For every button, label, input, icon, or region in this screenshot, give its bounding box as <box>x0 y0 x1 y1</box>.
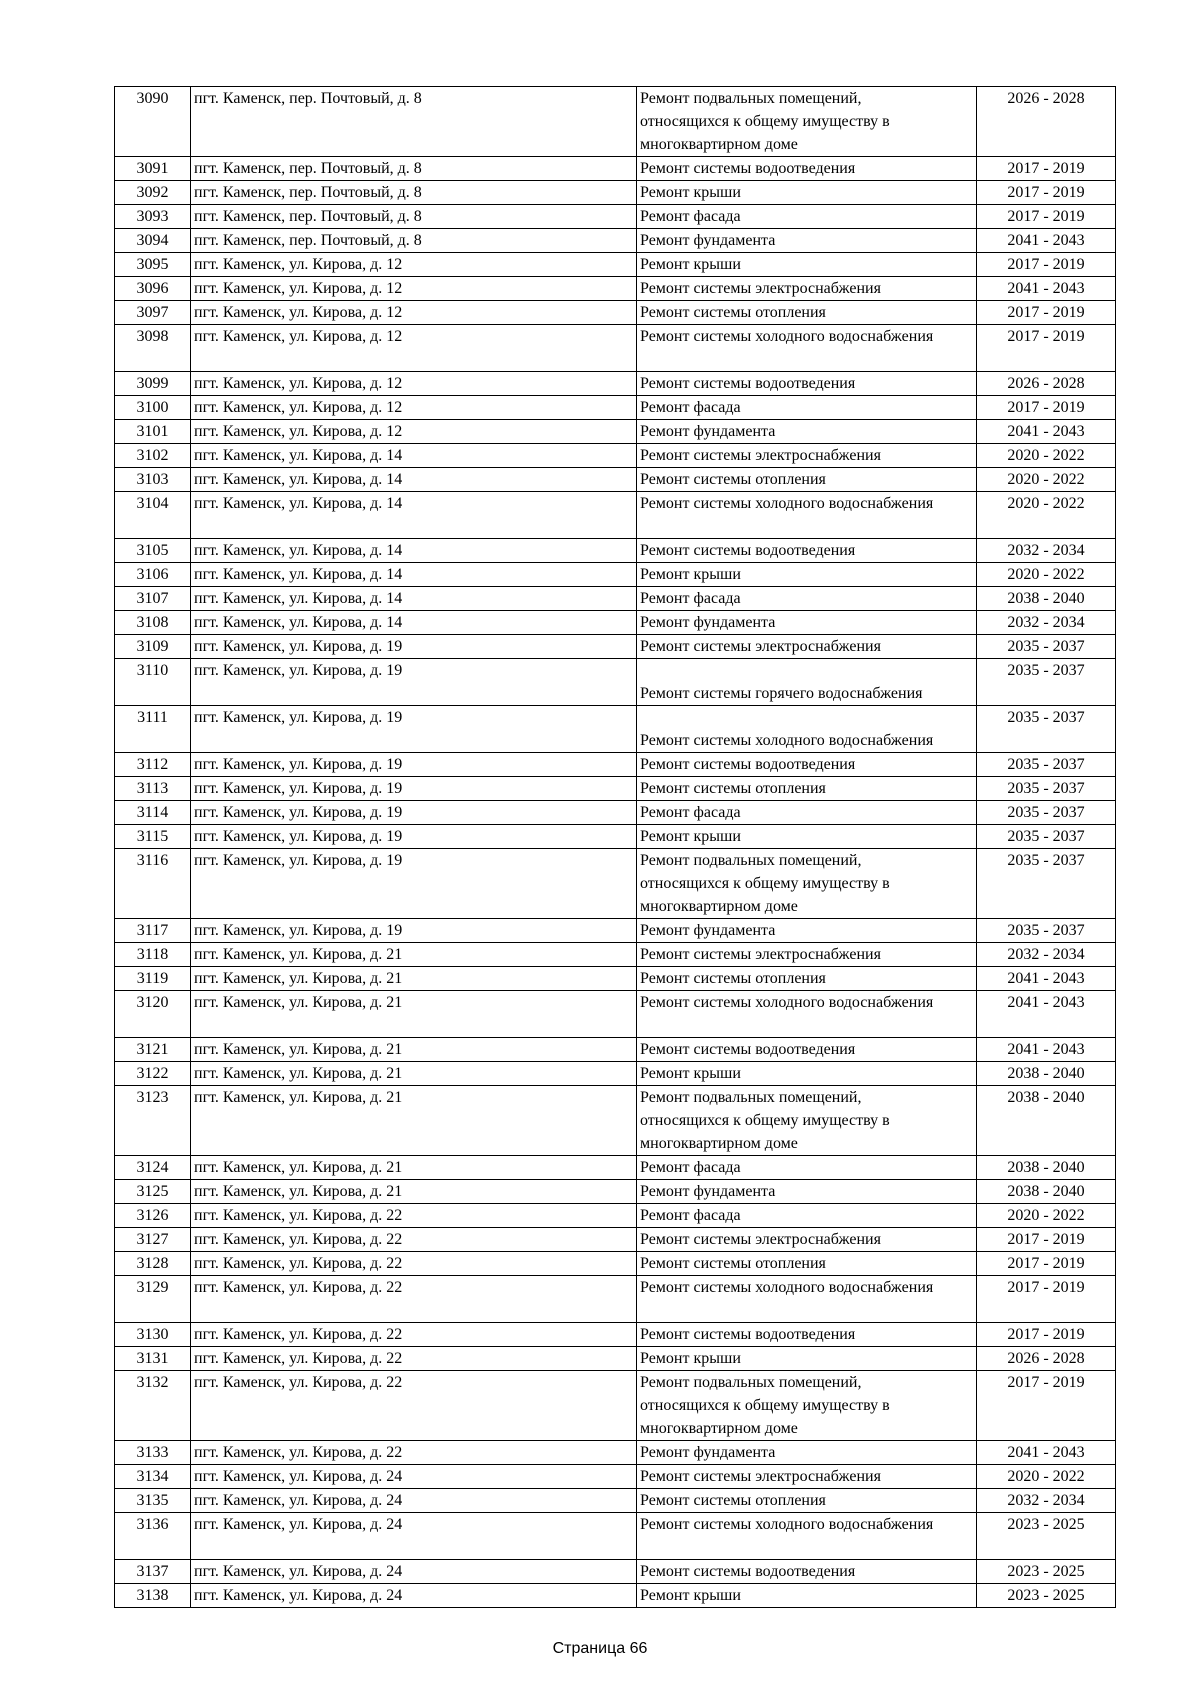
row-number-cell: 3120 <box>115 991 191 1038</box>
period-cell: 2035 - 2037 <box>977 635 1116 659</box>
row-number-cell: 3093 <box>115 205 191 229</box>
address-cell: пгт. Каменск, ул. Кирова, д. 21 <box>191 1180 637 1204</box>
work-type-cell: Ремонт фасада <box>637 396 977 420</box>
row-number-cell: 3091 <box>115 157 191 181</box>
table-row <box>115 1489 1116 1513</box>
row-number-cell: 3121 <box>115 1038 191 1062</box>
row-number-cell: 3097 <box>115 301 191 325</box>
period-cell: 2017 - 2019 <box>977 1276 1116 1323</box>
row-number-cell: 3128 <box>115 1252 191 1276</box>
address-cell: пгт. Каменск, ул. Кирова, д. 12 <box>191 253 637 277</box>
work-type-cell: Ремонт фундамента <box>637 1180 977 1204</box>
period-cell: 2017 - 2019 <box>977 301 1116 325</box>
work-type-cell: Ремонт крыши <box>637 1062 977 1086</box>
address-cell: пгт. Каменск, ул. Кирова, д. 21 <box>191 1062 637 1086</box>
period-cell: 2020 - 2022 <box>977 1465 1116 1489</box>
address-cell: пгт. Каменск, ул. Кирова, д. 22 <box>191 1371 637 1441</box>
row-number-cell: 3123 <box>115 1086 191 1156</box>
address-cell: пгт. Каменск, ул. Кирова, д. 19 <box>191 919 637 943</box>
period-cell: 2041 - 2043 <box>977 420 1116 444</box>
row-number-cell: 3094 <box>115 229 191 253</box>
repair-schedule-table <box>114 86 1116 1608</box>
work-type-cell: Ремонт фундамента <box>637 919 977 943</box>
work-type-cell: Ремонт фасада <box>637 1204 977 1228</box>
row-number-cell: 3100 <box>115 396 191 420</box>
row-number-cell: 3119 <box>115 967 191 991</box>
period-cell: 2023 - 2025 <box>977 1584 1116 1608</box>
period-cell: 2017 - 2019 <box>977 253 1116 277</box>
row-number-cell: 3115 <box>115 825 191 849</box>
period-cell: 2035 - 2037 <box>977 801 1116 825</box>
table-row <box>115 1276 1116 1323</box>
address-cell: пгт. Каменск, ул. Кирова, д. 19 <box>191 801 637 825</box>
table-row <box>115 325 1116 372</box>
row-number-cell: 3096 <box>115 277 191 301</box>
address-cell: пгт. Каменск, пер. Почтовый, д. 8 <box>191 181 637 205</box>
table-row <box>115 1204 1116 1228</box>
row-number-cell: 3102 <box>115 444 191 468</box>
row-number-cell: 3099 <box>115 372 191 396</box>
row-number-cell: 3137 <box>115 1560 191 1584</box>
row-number-cell: 3136 <box>115 1513 191 1560</box>
address-cell: пгт. Каменск, ул. Кирова, д. 22 <box>191 1441 637 1465</box>
table-row <box>115 1180 1116 1204</box>
row-number-cell: 3112 <box>115 753 191 777</box>
table-row <box>115 1062 1116 1086</box>
period-cell: 2041 - 2043 <box>977 967 1116 991</box>
work-type-cell: Ремонт системы горячего водоснабжения <box>637 659 977 706</box>
table-row <box>115 777 1116 801</box>
address-cell: пгт. Каменск, пер. Почтовый, д. 8 <box>191 157 637 181</box>
address-cell: пгт. Каменск, ул. Кирова, д. 22 <box>191 1228 637 1252</box>
period-cell: 2023 - 2025 <box>977 1560 1116 1584</box>
period-cell: 2041 - 2043 <box>977 1441 1116 1465</box>
row-number-cell: 3103 <box>115 468 191 492</box>
address-cell: пгт. Каменск, ул. Кирова, д. 21 <box>191 1086 637 1156</box>
address-cell: пгт. Каменск, ул. Кирова, д. 24 <box>191 1465 637 1489</box>
table-row <box>115 396 1116 420</box>
table-row <box>115 253 1116 277</box>
address-cell: пгт. Каменск, ул. Кирова, д. 19 <box>191 659 637 706</box>
table-row <box>115 659 1116 706</box>
table-row <box>115 991 1116 1038</box>
table-row <box>115 919 1116 943</box>
address-cell: пгт. Каменск, пер. Почтовый, д. 8 <box>191 87 637 157</box>
table-row <box>115 277 1116 301</box>
table-row <box>115 539 1116 563</box>
period-cell: 2017 - 2019 <box>977 396 1116 420</box>
work-type-cell: Ремонт подвальных помещений, относящихся к общему имуществу в многоквартирном доме <box>637 849 977 919</box>
table-row <box>115 1441 1116 1465</box>
work-type-cell: Ремонт крыши <box>637 825 977 849</box>
address-cell: пгт. Каменск, пер. Почтовый, д. 8 <box>191 205 637 229</box>
table-row <box>115 1513 1116 1560</box>
row-number-cell: 3134 <box>115 1465 191 1489</box>
row-number-cell: 3135 <box>115 1489 191 1513</box>
table-row <box>115 444 1116 468</box>
period-cell: 2041 - 2043 <box>977 1038 1116 1062</box>
row-number-cell: 3111 <box>115 706 191 753</box>
address-cell: пгт. Каменск, ул. Кирова, д. 12 <box>191 277 637 301</box>
table-row <box>115 468 1116 492</box>
work-type-cell: Ремонт системы электроснабжения <box>637 444 977 468</box>
address-cell: пгт. Каменск, ул. Кирова, д. 19 <box>191 825 637 849</box>
work-type-cell: Ремонт фасада <box>637 1156 977 1180</box>
table-row <box>115 1347 1116 1371</box>
address-cell: пгт. Каменск, ул. Кирова, д. 19 <box>191 849 637 919</box>
address-cell: пгт. Каменск, ул. Кирова, д. 21 <box>191 967 637 991</box>
work-type-cell: Ремонт подвальных помещений, относящихся к общему имуществу в многоквартирном доме <box>637 1371 977 1441</box>
row-number-cell: 3130 <box>115 1323 191 1347</box>
address-cell: пгт. Каменск, ул. Кирова, д. 14 <box>191 587 637 611</box>
row-number-cell: 3092 <box>115 181 191 205</box>
period-cell: 2038 - 2040 <box>977 587 1116 611</box>
table-row <box>115 825 1116 849</box>
row-number-cell: 3106 <box>115 563 191 587</box>
table-row <box>115 181 1116 205</box>
work-type-cell: Ремонт фасада <box>637 205 977 229</box>
work-type-cell: Ремонт системы электроснабжения <box>637 277 977 301</box>
period-cell: 2032 - 2034 <box>977 611 1116 635</box>
table-row <box>115 563 1116 587</box>
row-number-cell: 3127 <box>115 1228 191 1252</box>
work-type-cell: Ремонт системы отопления <box>637 468 977 492</box>
address-cell: пгт. Каменск, ул. Кирова, д. 24 <box>191 1560 637 1584</box>
work-type-cell: Ремонт крыши <box>637 1347 977 1371</box>
work-type-cell: Ремонт подвальных помещений, относящихся к общему имуществу в многоквартирном доме <box>637 87 977 157</box>
row-number-cell: 3132 <box>115 1371 191 1441</box>
table-row <box>115 1323 1116 1347</box>
address-cell: пгт. Каменск, ул. Кирова, д. 14 <box>191 611 637 635</box>
work-type-cell: Ремонт системы холодного водоснабжения <box>637 325 977 372</box>
period-cell: 2026 - 2028 <box>977 87 1116 157</box>
work-type-cell: Ремонт фундамента <box>637 611 977 635</box>
table-row <box>115 87 1116 157</box>
work-type-cell: Ремонт системы водоотведения <box>637 539 977 563</box>
address-cell: пгт. Каменск, ул. Кирова, д. 24 <box>191 1513 637 1560</box>
work-type-cell: Ремонт системы холодного водоснабжения <box>637 492 977 539</box>
table-row <box>115 753 1116 777</box>
work-type-cell: Ремонт системы отопления <box>637 1252 977 1276</box>
work-type-cell: Ремонт системы отопления <box>637 1489 977 1513</box>
address-cell: пгт. Каменск, ул. Кирова, д. 24 <box>191 1584 637 1608</box>
work-type-cell: Ремонт системы холодного водоснабжения <box>637 706 977 753</box>
address-cell: пгт. Каменск, ул. Кирова, д. 22 <box>191 1323 637 1347</box>
row-number-cell: 3126 <box>115 1204 191 1228</box>
row-number-cell: 3129 <box>115 1276 191 1323</box>
period-cell: 2020 - 2022 <box>977 492 1116 539</box>
row-number-cell: 3138 <box>115 1584 191 1608</box>
address-cell: пгт. Каменск, ул. Кирова, д. 14 <box>191 444 637 468</box>
work-type-cell: Ремонт системы водоотведения <box>637 1038 977 1062</box>
row-number-cell: 3108 <box>115 611 191 635</box>
work-type-cell: Ремонт системы водоотведения <box>637 157 977 181</box>
row-number-cell: 3131 <box>115 1347 191 1371</box>
period-cell: 2035 - 2037 <box>977 659 1116 706</box>
table-row <box>115 372 1116 396</box>
address-cell: пгт. Каменск, ул. Кирова, д. 14 <box>191 492 637 539</box>
row-number-cell: 3105 <box>115 539 191 563</box>
row-number-cell: 3095 <box>115 253 191 277</box>
table-row <box>115 229 1116 253</box>
address-cell: пгт. Каменск, ул. Кирова, д. 21 <box>191 1156 637 1180</box>
period-cell: 2020 - 2022 <box>977 444 1116 468</box>
address-cell: пгт. Каменск, ул. Кирова, д. 22 <box>191 1252 637 1276</box>
table-row <box>115 801 1116 825</box>
period-cell: 2017 - 2019 <box>977 1371 1116 1441</box>
row-number-cell: 3117 <box>115 919 191 943</box>
work-type-cell: Ремонт фасада <box>637 801 977 825</box>
table-row <box>115 849 1116 919</box>
period-cell: 2017 - 2019 <box>977 1323 1116 1347</box>
table-row <box>115 1560 1116 1584</box>
period-cell: 2026 - 2028 <box>977 1347 1116 1371</box>
address-cell: пгт. Каменск, пер. Почтовый, д. 8 <box>191 229 637 253</box>
table-row <box>115 1228 1116 1252</box>
table-row <box>115 587 1116 611</box>
period-cell: 2035 - 2037 <box>977 919 1116 943</box>
address-cell: пгт. Каменск, ул. Кирова, д. 21 <box>191 991 637 1038</box>
work-type-cell: Ремонт подвальных помещений, относящихся к общему имуществу в многоквартирном доме <box>637 1086 977 1156</box>
row-number-cell: 3114 <box>115 801 191 825</box>
work-type-cell: Ремонт системы электроснабжения <box>637 635 977 659</box>
address-cell: пгт. Каменск, ул. Кирова, д. 22 <box>191 1347 637 1371</box>
row-number-cell: 3122 <box>115 1062 191 1086</box>
table-row <box>115 611 1116 635</box>
period-cell: 2038 - 2040 <box>977 1062 1116 1086</box>
address-cell: пгт. Каменск, ул. Кирова, д. 22 <box>191 1204 637 1228</box>
work-type-cell: Ремонт системы водоотведения <box>637 1560 977 1584</box>
period-cell: 2032 - 2034 <box>977 943 1116 967</box>
table-row <box>115 943 1116 967</box>
work-type-cell: Ремонт фасада <box>637 587 977 611</box>
work-type-cell: Ремонт системы холодного водоснабжения <box>637 1276 977 1323</box>
table-row <box>115 1038 1116 1062</box>
period-cell: 2023 - 2025 <box>977 1513 1116 1560</box>
period-cell: 2041 - 2043 <box>977 229 1116 253</box>
address-cell: пгт. Каменск, ул. Кирова, д. 12 <box>191 420 637 444</box>
work-type-cell: Ремонт системы холодного водоснабжения <box>637 1513 977 1560</box>
table-row <box>115 1156 1116 1180</box>
table-row <box>115 1086 1116 1156</box>
table-row <box>115 420 1116 444</box>
period-cell: 2017 - 2019 <box>977 181 1116 205</box>
address-cell: пгт. Каменск, ул. Кирова, д. 12 <box>191 396 637 420</box>
table-row <box>115 205 1116 229</box>
address-cell: пгт. Каменск, ул. Кирова, д. 19 <box>191 753 637 777</box>
table-row <box>115 157 1116 181</box>
row-number-cell: 3104 <box>115 492 191 539</box>
address-cell: пгт. Каменск, ул. Кирова, д. 14 <box>191 563 637 587</box>
row-number-cell: 3133 <box>115 1441 191 1465</box>
work-type-cell: Ремонт системы отопления <box>637 967 977 991</box>
period-cell: 2032 - 2034 <box>977 1489 1116 1513</box>
period-cell: 2017 - 2019 <box>977 1228 1116 1252</box>
work-type-cell: Ремонт системы водоотведения <box>637 753 977 777</box>
period-cell: 2038 - 2040 <box>977 1086 1116 1156</box>
address-cell: пгт. Каменск, ул. Кирова, д. 19 <box>191 777 637 801</box>
period-cell: 2035 - 2037 <box>977 849 1116 919</box>
row-number-cell: 3109 <box>115 635 191 659</box>
table-row <box>115 635 1116 659</box>
work-type-cell: Ремонт крыши <box>637 181 977 205</box>
work-type-cell: Ремонт системы отопления <box>637 301 977 325</box>
period-cell: 2017 - 2019 <box>977 325 1116 372</box>
period-cell: 2035 - 2037 <box>977 706 1116 753</box>
address-cell: пгт. Каменск, ул. Кирова, д. 14 <box>191 468 637 492</box>
address-cell: пгт. Каменск, ул. Кирова, д. 12 <box>191 301 637 325</box>
period-cell: 2017 - 2019 <box>977 157 1116 181</box>
row-number-cell: 3110 <box>115 659 191 706</box>
work-type-cell: Ремонт системы отопления <box>637 777 977 801</box>
row-number-cell: 3107 <box>115 587 191 611</box>
table-row <box>115 967 1116 991</box>
row-number-cell: 3125 <box>115 1180 191 1204</box>
row-number-cell: 3113 <box>115 777 191 801</box>
address-cell: пгт. Каменск, ул. Кирова, д. 22 <box>191 1276 637 1323</box>
table-row <box>115 1252 1116 1276</box>
period-cell: 2032 - 2034 <box>977 539 1116 563</box>
period-cell: 2020 - 2022 <box>977 563 1116 587</box>
row-number-cell: 3090 <box>115 87 191 157</box>
work-type-cell: Ремонт фундамента <box>637 1441 977 1465</box>
row-number-cell: 3116 <box>115 849 191 919</box>
work-type-cell: Ремонт системы водоотведения <box>637 372 977 396</box>
period-cell: 2020 - 2022 <box>977 1204 1116 1228</box>
address-cell: пгт. Каменск, ул. Кирова, д. 21 <box>191 943 637 967</box>
address-cell: пгт. Каменск, ул. Кирова, д. 21 <box>191 1038 637 1062</box>
period-cell: 2017 - 2019 <box>977 1252 1116 1276</box>
address-cell: пгт. Каменск, ул. Кирова, д. 19 <box>191 706 637 753</box>
address-cell: пгт. Каменск, ул. Кирова, д. 14 <box>191 539 637 563</box>
work-type-cell: Ремонт крыши <box>637 563 977 587</box>
work-type-cell: Ремонт системы электроснабжения <box>637 1228 977 1252</box>
table-row <box>115 492 1116 539</box>
period-cell: 2035 - 2037 <box>977 777 1116 801</box>
row-number-cell: 3098 <box>115 325 191 372</box>
work-type-cell: Ремонт крыши <box>637 253 977 277</box>
address-cell: пгт. Каменск, ул. Кирова, д. 12 <box>191 372 637 396</box>
period-cell: 2017 - 2019 <box>977 205 1116 229</box>
work-type-cell: Ремонт фундамента <box>637 229 977 253</box>
row-number-cell: 3101 <box>115 420 191 444</box>
table-row <box>115 301 1116 325</box>
period-cell: 2035 - 2037 <box>977 753 1116 777</box>
work-type-cell: Ремонт системы электроснабжения <box>637 943 977 967</box>
table-row <box>115 1371 1116 1441</box>
work-type-cell: Ремонт крыши <box>637 1584 977 1608</box>
table-row <box>115 1584 1116 1608</box>
page-number: Страница 66 <box>552 1640 648 1657</box>
period-cell: 2035 - 2037 <box>977 825 1116 849</box>
period-cell: 2038 - 2040 <box>977 1180 1116 1204</box>
row-number-cell: 3118 <box>115 943 191 967</box>
address-cell: пгт. Каменск, ул. Кирова, д. 24 <box>191 1489 637 1513</box>
period-cell: 2038 - 2040 <box>977 1156 1116 1180</box>
period-cell: 2041 - 2043 <box>977 277 1116 301</box>
period-cell: 2020 - 2022 <box>977 468 1116 492</box>
work-type-cell: Ремонт системы водоотведения <box>637 1323 977 1347</box>
row-number-cell: 3124 <box>115 1156 191 1180</box>
table-row <box>115 706 1116 753</box>
address-cell: пгт. Каменск, ул. Кирова, д. 19 <box>191 635 637 659</box>
address-cell: пгт. Каменск, ул. Кирова, д. 12 <box>191 325 637 372</box>
work-type-cell: Ремонт фундамента <box>637 420 977 444</box>
table-row <box>115 1465 1116 1489</box>
work-type-cell: Ремонт системы холодного водоснабжения <box>637 991 977 1038</box>
period-cell: 2026 - 2028 <box>977 372 1116 396</box>
period-cell: 2041 - 2043 <box>977 991 1116 1038</box>
work-type-cell: Ремонт системы электроснабжения <box>637 1465 977 1489</box>
table-body <box>115 87 1116 1608</box>
